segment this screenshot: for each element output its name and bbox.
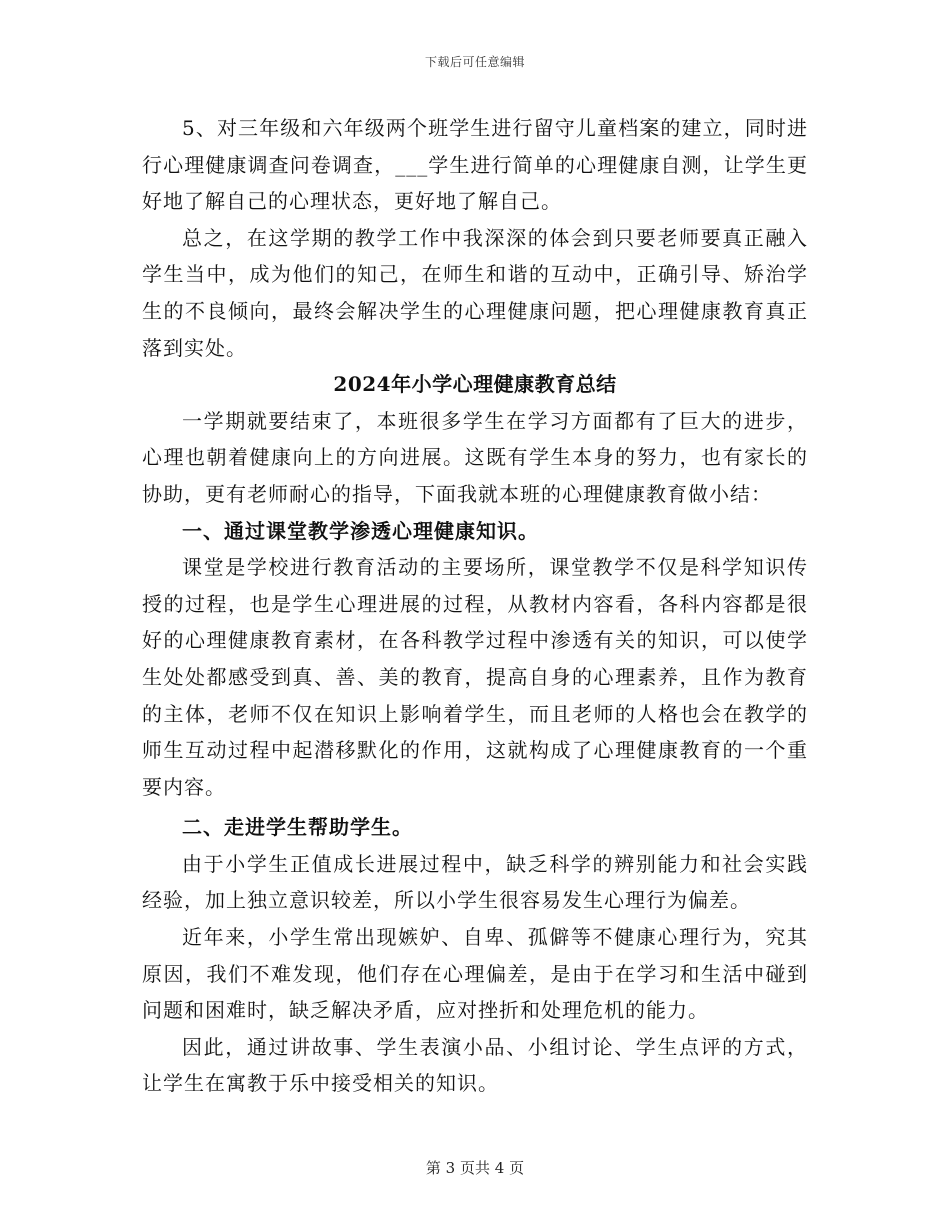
paragraph-archives: 5、对三年级和六年级两个班学生进行留守儿童档案的建立，同时进行心理健康调查问卷调查，___学生进行简单的心理健康自测，让学生更好地了解自己的心理状态，更好地了解自己。 bbox=[142, 116, 808, 214]
paragraph-classroom: 课堂是学校进行教育活动的主要场所，课堂教学不仅是科学知识传授的过程，也是学生心理进展的过程，从教材内容看，各科内容都是很好的心理健康教育素材，在各科教学过程中渗透有关的知识，可以使学生处处都感受到真、善、美的教育，提高自身的心理素养，且作为教育的主体，老师不仅在知识上影响着学生，而且老师的人格也会在教学的师生互动过程中起潜移默化的作用，这就构成了心理健康教育的一个重要内容。 bbox=[142, 555, 808, 799]
header-note: 下载后可任意编辑 bbox=[424, 55, 525, 69]
document-body bbox=[142, 110, 808, 1102]
paragraph-methods: 因此，通过讲故事、学生表演小品、小组讨论、学生点评的方式，让学生在寓教于乐中接受相关的知识。 bbox=[142, 1034, 808, 1096]
paragraph-intro: 一学期就要结束了，本班很多学生在学习方面都有了巨大的进步，心理也朝着健康向上的方向进展。这既有学生本身的努力，也有家长的协助，更有老师耐心的指导，下面我就本班的心理健康教育做小结： bbox=[142, 408, 808, 506]
section-title: 2024年小学心理健康教育总结 bbox=[333, 372, 617, 397]
paragraph-recent-years: 近年来，小学生常出现嫉妒、自卑、孤僻等不健康心理行为，究其原因，我们不难发现，他们存在心理偏差，是由于在学习和生活中碰到问题和困难时，缺乏解决矛盾，应对挫折和处理危机的能力。 bbox=[142, 925, 808, 1023]
heading-classroom: 一、通过课堂教学渗透心理健康知识。 bbox=[182, 518, 539, 543]
paragraph-conclusion: 总之，在这学期的教学工作中我深深的体会到只要老师要真正融入学生当中，成为他们的知己，在师生和谐的互动中，正确引导、矫治学生的不良倾向，最终会解决学生的心理健康问题，把心理健康教育真正落到实处。 bbox=[142, 225, 808, 360]
paragraph-development: 由于小学生正值成长进展过程中，缺乏科学的辨别能力和社会实践经验，加上独立意识较差，所以小学生很容易发生心理行为偏差。 bbox=[142, 851, 808, 913]
heading-help-students: 二、走进学生帮助学生。 bbox=[182, 815, 413, 840]
page-number: 第 3 页共 4 页 bbox=[425, 1159, 525, 1177]
